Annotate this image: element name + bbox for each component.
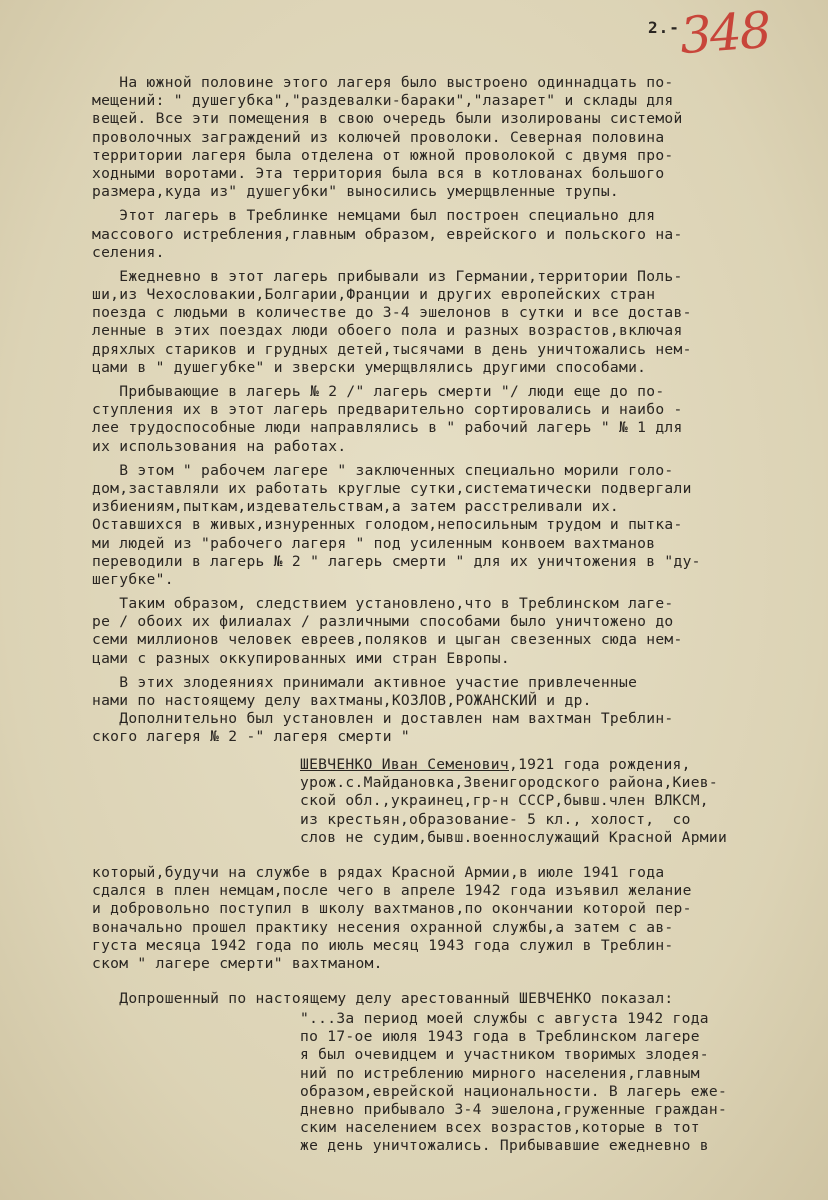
- after-subject-text: [92, 864, 812, 973]
- text-line: ний по истреблению мирного населения,главным: [300, 1064, 700, 1082]
- text-line: поезда с людьми в количестве до 3-4 эшелонов в сутки и все достав-: [92, 304, 692, 322]
- text-line: который,будучи на службе в рядах Красной Армии,в июле 1941 года: [92, 864, 665, 881]
- text-line: [92, 756, 812, 774]
- text-line: селения.: [92, 243, 165, 261]
- text-line: мещений: " душегубка","раздевалки-бараки","лазарет" и склады для: [92, 92, 674, 110]
- paragraph: [92, 595, 812, 668]
- text-line: Допрошенный по настоящему делу арестованный ШЕВЧЕНКО показал:: [92, 990, 674, 1007]
- text-line: проволочных заграждений из колючей проволоки. Северная половина: [92, 128, 665, 146]
- text-line: Ежедневно в этот лагерь прибывали из Германии,территории Поль-: [92, 267, 683, 285]
- interrogation-intro: [92, 990, 812, 1008]
- text-line: семи миллионов человек евреев,поляков и цыган свезенных сюда нем-: [92, 631, 683, 649]
- paragraph: [92, 207, 812, 262]
- text-line: густа месяца 1942 года по июль месяц 1943 года служил в Треблин-: [92, 936, 674, 954]
- text-line: ленные в этих поездах люди обоего пола и разных возрастов,включая: [92, 322, 683, 340]
- text-line: В этих злодеяниях принимали активное участие привлеченные: [92, 673, 638, 691]
- paragraph: [92, 674, 812, 747]
- text-line: же день уничтожались. Прибывавшие ежедневно в: [300, 1137, 709, 1155]
- text-line: Оставшихся в живых,изнуренных голодом,непосильным трудом и пытка-: [92, 516, 683, 534]
- paragraph: [92, 74, 812, 201]
- text-line: образом,еврейской национальности. В лагерь еже-: [300, 1082, 728, 1100]
- text-line: ском " лагере смерти" вахтманом.: [92, 954, 383, 972]
- text-line: урож.с.Майдановка,Звенигородского района,Киев-: [300, 774, 718, 792]
- text-line: воначально прошел практику несения охранной службы,а затем с ав-: [92, 918, 674, 936]
- text-line: нами по настоящему делу вахтманы,КОЗЛОВ,РОЖАНСКИЙ и др.: [92, 692, 592, 709]
- text-line: Этот лагерь в Треблинке немцами был построен специально для: [92, 207, 656, 225]
- text-line: ской обл.,украинец,гр-н СССР,бывш.член ВЛКСМ,: [300, 792, 709, 810]
- text-line: шегубке".: [92, 570, 174, 588]
- text-line: Дополнительно был установлен и доставлен нам вахтман Треблин-: [92, 710, 674, 728]
- text-line: территории лагеря была отделена от южной проволокой с двумя про-: [92, 146, 674, 164]
- paragraph: [92, 268, 812, 377]
- text-line: ским населением всех возрастов,которые в тот: [300, 1119, 700, 1137]
- text-line: ходными воротами. Эта территория была вся в котлованах большого: [92, 164, 665, 182]
- text-line: "...За период моей службы с августа 1942 года: [300, 1010, 709, 1027]
- text-line: дом,заставляли их работать круглые сутки,систематически подвергали: [92, 479, 692, 497]
- text-line: ступления их в этот лагерь предварительно сортировались и наибо -: [92, 401, 683, 419]
- text-line: Прибывающие в лагерь № 2 /" лагерь смерти "/ люди еще до по-: [92, 383, 665, 400]
- text-line: лее трудоспособные люди направлялись в " рабочий лагерь " № 1 для: [92, 419, 683, 437]
- page-number: 2.-: [648, 18, 680, 37]
- archive-number: 348: [678, 0, 772, 66]
- text-line: я был очевидцем и участником творимых злодея-: [300, 1046, 709, 1064]
- text-line: их использования на работах.: [92, 437, 347, 455]
- text-line: и добровольно поступил в школу вахтманов,по окончании которой пер-: [92, 900, 692, 918]
- text-line: Таким образом, следствием установлено,что в Треблинском лагe-: [92, 595, 674, 613]
- text-line: массового истребления,главным образом, еврейского и польского на-: [92, 225, 683, 243]
- subject-birth-year: ,1921 года рождения,: [508, 756, 691, 773]
- text-line: ши,из Чехословакии,Болгарии,Франции и других европейских стран: [92, 286, 656, 304]
- text-line: дневно прибывало 3-4 эшелона,груженные граждан-: [300, 1100, 728, 1118]
- text-line: ре / обоих их филиалах / различными способами было уничтожено до: [92, 613, 674, 631]
- text-line: ского лагеря № 2 -" лагеря смерти ": [92, 728, 411, 746]
- text-line: по 17-ое июля 1943 года в Треблинском лагере: [300, 1028, 700, 1046]
- text-line: дряхлых стариков и грудных детей,тысячами в день уничтожались нем-: [92, 340, 692, 358]
- text-line: из крестьян,образование- 5 кл., холост, со: [300, 810, 691, 828]
- text-line: цами с разных оккупированных ими стран Европы.: [92, 649, 510, 667]
- body-text: [92, 74, 812, 747]
- text-line: избиениям,пыткам,издевательствам,а затем расстреливали их.: [92, 498, 619, 516]
- text-line: В этом " рабочем лагере " заключенных специально морили голо-: [92, 461, 674, 479]
- text-line: переводили в лагерь № 2 " лагерь смерти " для их уничтожения в "ду-: [92, 552, 701, 570]
- text-line: цами в " душегубке" и зверски умерщвлялись другими способами.: [92, 358, 647, 376]
- text-line: На южной половине этого лагеря было выстроено одиннадцать по-: [92, 74, 674, 91]
- subject-block: [92, 756, 812, 847]
- text-line: сдался в плен немцам,после чего в апреле 1942 года изъявил желание: [92, 882, 692, 900]
- text-line: ми людей из "рабочего лагеря " под усиленным конвоем вахтманов: [92, 534, 656, 552]
- testimony-text: [92, 1010, 812, 1156]
- subject-name: ШЕВЧЕНКО Иван Семенович: [300, 756, 509, 773]
- paragraph: [92, 383, 812, 456]
- paragraph: [92, 462, 812, 589]
- text-line: слов не судим,бывш.военнослужащий Красной Армии: [300, 828, 728, 846]
- text-line: вещей. Все эти помещения в свою очередь были изолированы системой: [92, 110, 683, 128]
- text-line: размера,куда из" душегубки" выносились умерщвленные трупы.: [92, 183, 619, 201]
